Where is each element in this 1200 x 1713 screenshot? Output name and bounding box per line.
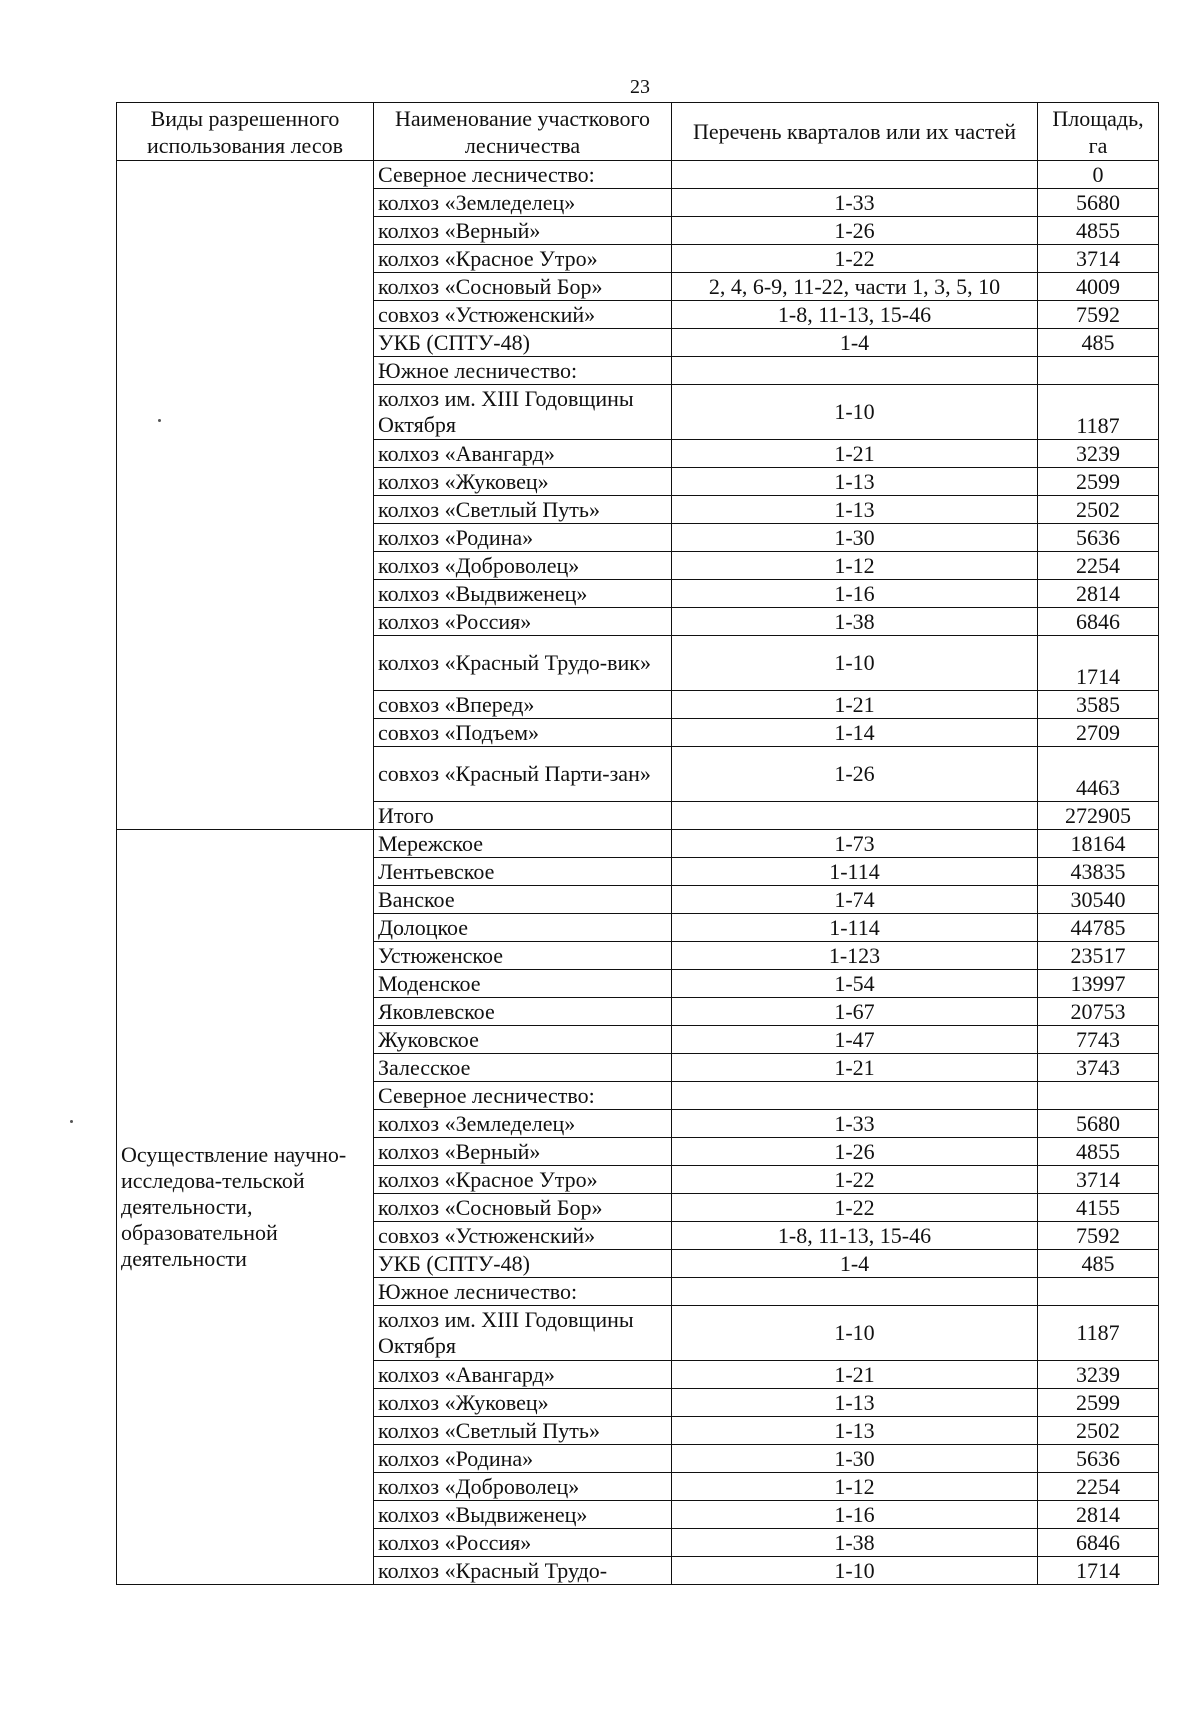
quarters-cell: 1-47 xyxy=(672,1026,1038,1054)
area-cell: 1714 xyxy=(1038,1557,1159,1585)
forestry-name-cell: колхоз им. XIII Годовщины Октября xyxy=(374,1306,672,1361)
use-type-cell: Осуществление научно-исследова-тельской деятельности, образовательной деятельности xyxy=(117,830,374,1585)
forestry-name-cell: Итого xyxy=(374,802,672,830)
area-cell: 2502 xyxy=(1038,496,1159,524)
forestry-name-cell: колхоз «Светлый Путь» xyxy=(374,496,672,524)
forestry-name-cell: совхоз «Устюженский» xyxy=(374,301,672,329)
forestry-name-cell: колхоз «Светлый Путь» xyxy=(374,1417,672,1445)
area-cell: 4155 xyxy=(1038,1194,1159,1222)
quarters-cell: 1-4 xyxy=(672,1250,1038,1278)
quarters-cell xyxy=(672,1278,1038,1306)
area-cell: 3585 xyxy=(1038,691,1159,719)
forestry-name-cell: совхоз «Устюженский» xyxy=(374,1222,672,1250)
quarters-cell xyxy=(672,802,1038,830)
forestry-name-cell: колхоз «Выдвиженец» xyxy=(374,580,672,608)
area-cell: 485 xyxy=(1038,329,1159,357)
forestry-name-cell: Южное лесничество: xyxy=(374,1278,672,1306)
area-cell: 43835 xyxy=(1038,858,1159,886)
forestry-name-cell: Жуковское xyxy=(374,1026,672,1054)
quarters-cell: 1-12 xyxy=(672,552,1038,580)
area-cell: 4855 xyxy=(1038,217,1159,245)
quarters-cell: 1-13 xyxy=(672,1389,1038,1417)
area-cell: 7592 xyxy=(1038,1222,1159,1250)
quarters-cell: 1-4 xyxy=(672,329,1038,357)
header-quarters: Перечень кварталов или их частей xyxy=(672,103,1038,161)
quarters-cell: 1-12 xyxy=(672,1473,1038,1501)
forestry-name-cell: Залесское xyxy=(374,1054,672,1082)
area-cell: 5680 xyxy=(1038,189,1159,217)
forestry-name-cell: Яковлевское xyxy=(374,998,672,1026)
forestry-name-cell: Северное лесничество: xyxy=(374,161,672,189)
quarters-cell: 1-21 xyxy=(672,1054,1038,1082)
quarters-cell: 1-22 xyxy=(672,1166,1038,1194)
area-cell: 2709 xyxy=(1038,719,1159,747)
forestry-name-cell: колхоз «Красный Трудо- xyxy=(374,1557,672,1585)
area-cell: 7592 xyxy=(1038,301,1159,329)
area-cell: 20753 xyxy=(1038,998,1159,1026)
header-use-type: Виды разрешенного использования лесов xyxy=(117,103,374,161)
quarters-cell: 1-26 xyxy=(672,1138,1038,1166)
forestry-name-cell: совхоз «Вперед» xyxy=(374,691,672,719)
quarters-cell: 1-123 xyxy=(672,942,1038,970)
area-cell: 4009 xyxy=(1038,273,1159,301)
table-row xyxy=(117,161,1159,189)
page-number: 23 xyxy=(630,76,650,98)
forestry-name-cell: колхоз «Родина» xyxy=(374,1445,672,1473)
forestry-name-cell: колхоз «Авангард» xyxy=(374,1361,672,1389)
forestry-name-cell: Лентьевское xyxy=(374,858,672,886)
area-cell: 3239 xyxy=(1038,440,1159,468)
forest-use-table xyxy=(116,102,1159,1585)
forestry-name-cell: колхоз «Сосновый Бор» xyxy=(374,1194,672,1222)
area-cell: 6846 xyxy=(1038,1529,1159,1557)
forestry-name-cell: Долоцкое xyxy=(374,914,672,942)
quarters-cell: 1-8, 11-13, 15-46 xyxy=(672,1222,1038,1250)
use-type-cell xyxy=(117,161,374,830)
area-cell xyxy=(1038,1278,1159,1306)
area-cell: 5680 xyxy=(1038,1110,1159,1138)
quarters-cell: 1-16 xyxy=(672,1501,1038,1529)
quarters-cell: 1-16 xyxy=(672,580,1038,608)
area-cell: 2814 xyxy=(1038,1501,1159,1529)
forestry-name-cell: совхоз «Красный Парти-зан» xyxy=(374,747,672,802)
quarters-cell: 1-33 xyxy=(672,189,1038,217)
area-cell: 44785 xyxy=(1038,914,1159,942)
forestry-name-cell: колхоз «Выдвиженец» xyxy=(374,1501,672,1529)
forestry-name-cell: Устюженское xyxy=(374,942,672,970)
quarters-cell: 1-54 xyxy=(672,970,1038,998)
quarters-cell: 1-22 xyxy=(672,245,1038,273)
area-cell: 1714 xyxy=(1038,636,1159,691)
forestry-name-cell: колхоз «Родина» xyxy=(374,524,672,552)
quarters-cell: 2, 4, 6-9, 11-22, части 1, 3, 5, 10 xyxy=(672,273,1038,301)
quarters-cell: 1-21 xyxy=(672,440,1038,468)
forestry-name-cell: колхоз «Красный Трудо-вик» xyxy=(374,636,672,691)
area-cell: 1187 xyxy=(1038,1306,1159,1361)
quarters-cell: 1-13 xyxy=(672,468,1038,496)
quarters-cell: 1-114 xyxy=(672,914,1038,942)
area-cell: 272905 xyxy=(1038,802,1159,830)
forestry-name-cell: колхоз «Доброволец» xyxy=(374,552,672,580)
scan-speck xyxy=(70,1120,73,1123)
quarters-cell: 1-13 xyxy=(672,1417,1038,1445)
quarters-cell: 1-38 xyxy=(672,608,1038,636)
area-cell xyxy=(1038,357,1159,385)
area-cell: 30540 xyxy=(1038,886,1159,914)
table-header-row xyxy=(117,103,1159,161)
table-row xyxy=(117,830,1159,858)
area-cell: 4855 xyxy=(1038,1138,1159,1166)
quarters-cell: 1-38 xyxy=(672,1529,1038,1557)
forestry-name-cell: колхоз им. XIII Годовщины Октября xyxy=(374,385,672,440)
quarters-cell: 1-74 xyxy=(672,886,1038,914)
area-cell xyxy=(1038,1082,1159,1110)
area-cell: 7743 xyxy=(1038,1026,1159,1054)
forestry-name-cell: Моденское xyxy=(374,970,672,998)
area-cell: 23517 xyxy=(1038,942,1159,970)
forestry-name-cell: колхоз «Земледелец» xyxy=(374,189,672,217)
area-cell: 2599 xyxy=(1038,468,1159,496)
quarters-cell xyxy=(672,161,1038,189)
quarters-cell: 1-114 xyxy=(672,858,1038,886)
forestry-name-cell: УКБ (СПТУ-48) xyxy=(374,1250,672,1278)
forestry-name-cell: колхоз «Жуковец» xyxy=(374,1389,672,1417)
area-cell: 4463 xyxy=(1038,747,1159,802)
quarters-cell: 1-8, 11-13, 15-46 xyxy=(672,301,1038,329)
forestry-name-cell: колхоз «Красное Утро» xyxy=(374,245,672,273)
forestry-name-cell: УКБ (СПТУ-48) xyxy=(374,329,672,357)
quarters-cell: 1-13 xyxy=(672,496,1038,524)
forestry-name-cell: колхоз «Доброволец» xyxy=(374,1473,672,1501)
area-cell: 2502 xyxy=(1038,1417,1159,1445)
forestry-name-cell: колхоз «Жуковец» xyxy=(374,468,672,496)
area-cell: 5636 xyxy=(1038,524,1159,552)
area-cell: 5636 xyxy=(1038,1445,1159,1473)
area-cell: 13997 xyxy=(1038,970,1159,998)
forestry-name-cell: колхоз «Верный» xyxy=(374,217,672,245)
area-cell: 2599 xyxy=(1038,1389,1159,1417)
quarters-cell: 1-14 xyxy=(672,719,1038,747)
area-cell: 2814 xyxy=(1038,580,1159,608)
quarters-cell: 1-30 xyxy=(672,524,1038,552)
quarters-cell: 1-30 xyxy=(672,1445,1038,1473)
table-body xyxy=(117,161,1159,1585)
forestry-name-cell: колхоз «Сосновый Бор» xyxy=(374,273,672,301)
quarters-cell: 1-21 xyxy=(672,691,1038,719)
area-cell: 1187 xyxy=(1038,385,1159,440)
quarters-cell: 1-10 xyxy=(672,1306,1038,1361)
quarters-cell: 1-26 xyxy=(672,747,1038,802)
forestry-name-cell: колхоз «Красное Утро» xyxy=(374,1166,672,1194)
forestry-name-cell: колхоз «Авангард» xyxy=(374,440,672,468)
scan-speck xyxy=(158,419,161,422)
quarters-cell: 1-73 xyxy=(672,830,1038,858)
header-forestry-name: Наименование участкового лесничества xyxy=(374,103,672,161)
area-cell: 2254 xyxy=(1038,552,1159,580)
forestry-name-cell: Северное лесничество: xyxy=(374,1082,672,1110)
area-cell: 0 xyxy=(1038,161,1159,189)
area-cell: 485 xyxy=(1038,1250,1159,1278)
quarters-cell: 1-21 xyxy=(672,1361,1038,1389)
forestry-name-cell: колхоз «Россия» xyxy=(374,1529,672,1557)
quarters-cell: 1-26 xyxy=(672,217,1038,245)
quarters-cell: 1-22 xyxy=(672,1194,1038,1222)
quarters-cell: 1-67 xyxy=(672,998,1038,1026)
quarters-cell: 1-33 xyxy=(672,1110,1038,1138)
forestry-name-cell: Мережское xyxy=(374,830,672,858)
forestry-name-cell: Южное лесничество: xyxy=(374,357,672,385)
forestry-name-cell: Ванское xyxy=(374,886,672,914)
quarters-cell: 1-10 xyxy=(672,385,1038,440)
forestry-name-cell: колхоз «Верный» xyxy=(374,1138,672,1166)
quarters-cell xyxy=(672,1082,1038,1110)
quarters-cell: 1-10 xyxy=(672,636,1038,691)
quarters-cell xyxy=(672,357,1038,385)
area-cell: 3714 xyxy=(1038,1166,1159,1194)
forestry-name-cell: совхоз «Подъем» xyxy=(374,719,672,747)
area-cell: 6846 xyxy=(1038,608,1159,636)
forestry-name-cell: колхоз «Земледелец» xyxy=(374,1110,672,1138)
area-cell: 3714 xyxy=(1038,245,1159,273)
area-cell: 2254 xyxy=(1038,1473,1159,1501)
forestry-name-cell: колхоз «Россия» xyxy=(374,608,672,636)
header-area: Площадь, га xyxy=(1038,103,1159,161)
area-cell: 3239 xyxy=(1038,1361,1159,1389)
quarters-cell: 1-10 xyxy=(672,1557,1038,1585)
area-cell: 18164 xyxy=(1038,830,1159,858)
area-cell: 3743 xyxy=(1038,1054,1159,1082)
